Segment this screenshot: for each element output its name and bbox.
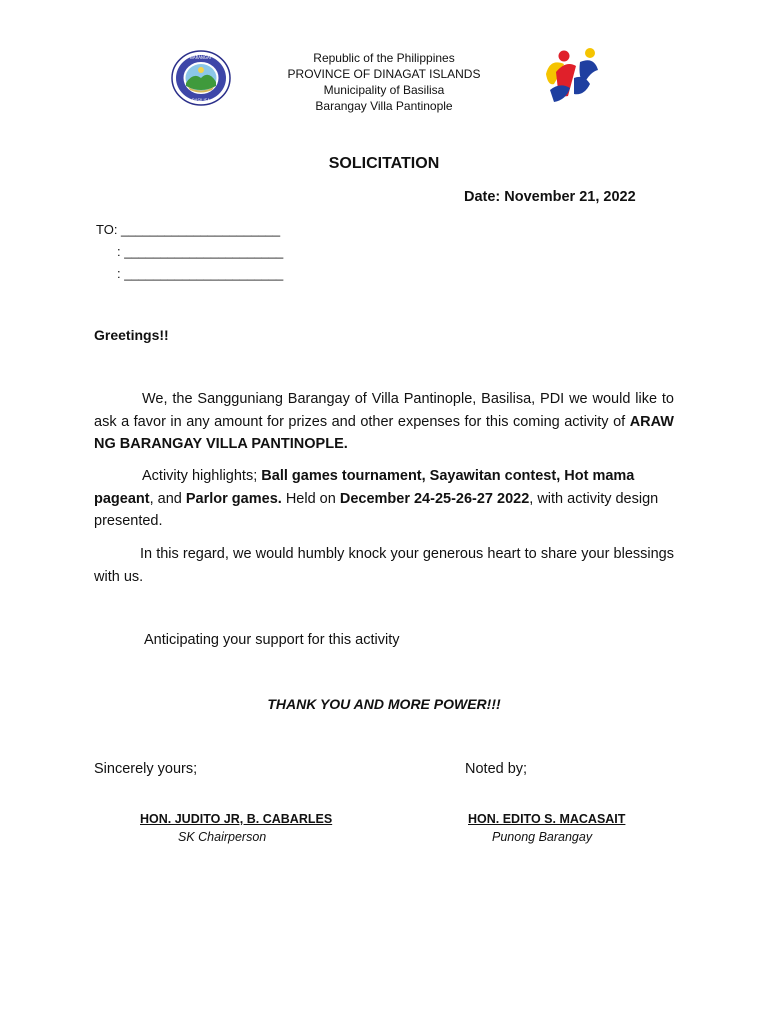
body-paragraph-1-text: We, the Sangguniang Barangay of Villa Pantinople, Basilisa, PDI we would like to ask a favor in any amount for prizes and other expenses for this coming activity of bbox=[94, 391, 674, 430]
sk-chairperson-name: HON. JUDITO JR, B. CABARLES bbox=[140, 812, 333, 826]
letterhead bbox=[234, 50, 534, 114]
body-paragraph-2 bbox=[94, 465, 674, 533]
document-date: Date: November 21, 2022 bbox=[464, 189, 636, 205]
highlights-list: Ball games tournament, Sayawitan contest, Hot mama pageant bbox=[94, 468, 635, 507]
noted-by-label: Noted by; bbox=[465, 761, 528, 777]
activity-design-text: , with activity design presented. bbox=[94, 490, 659, 529]
highlights-parlor-games: Parlor games. bbox=[185, 490, 282, 507]
highlights-intro: Activity highlights; bbox=[142, 468, 262, 484]
held-on-text: Held on bbox=[281, 490, 340, 507]
body-paragraph-1 bbox=[94, 388, 674, 456]
svg-text:BASILISA: BASILISA bbox=[192, 98, 210, 103]
body-paragraph-4: Anticipating your support for this activity bbox=[144, 632, 400, 648]
barangay-seal-icon bbox=[171, 50, 231, 106]
letterhead-country: Republic of the Philippines bbox=[313, 51, 455, 65]
sincerely-label: Sincerely yours; bbox=[94, 761, 198, 777]
body-paragraph-3: In this regard, we would humbly knock your generous heart to share your blessings with us. bbox=[94, 546, 674, 585]
letterhead-barangay: Barangay Villa Pantinople bbox=[315, 99, 453, 113]
addressee-to-line: TO: ______________________ bbox=[96, 222, 281, 237]
svg-text:BARANGAY: BARANGAY bbox=[190, 55, 212, 60]
greeting: Greetings!! bbox=[94, 327, 169, 343]
document-title: SOLICITATION bbox=[328, 155, 440, 172]
letterhead-province: PROVINCE OF DINAGAT ISLANDS bbox=[287, 67, 481, 81]
sk-chairperson-role: SK Chairperson bbox=[178, 830, 267, 844]
sangguniang-kabataan-logo-icon bbox=[540, 44, 604, 106]
punong-barangay-role: Punong Barangay bbox=[492, 830, 593, 844]
punong-barangay-name: HON. EDITO S. MACASAIT bbox=[468, 812, 626, 826]
letterhead-municipality: Municipality of Basilisa bbox=[323, 83, 445, 97]
event-name: ARAW NG BARANGAY VILLA PANTINOPLE. bbox=[94, 413, 674, 452]
addressee-line-2: : ______________________ bbox=[117, 244, 284, 259]
event-dates: December 24-25-26-27 2022 bbox=[339, 490, 530, 507]
closing-banner: THANK YOU AND MORE POWER!!! bbox=[267, 696, 501, 712]
highlights-and: , and bbox=[149, 490, 186, 507]
addressee-line-3: : ______________________ bbox=[117, 266, 284, 281]
